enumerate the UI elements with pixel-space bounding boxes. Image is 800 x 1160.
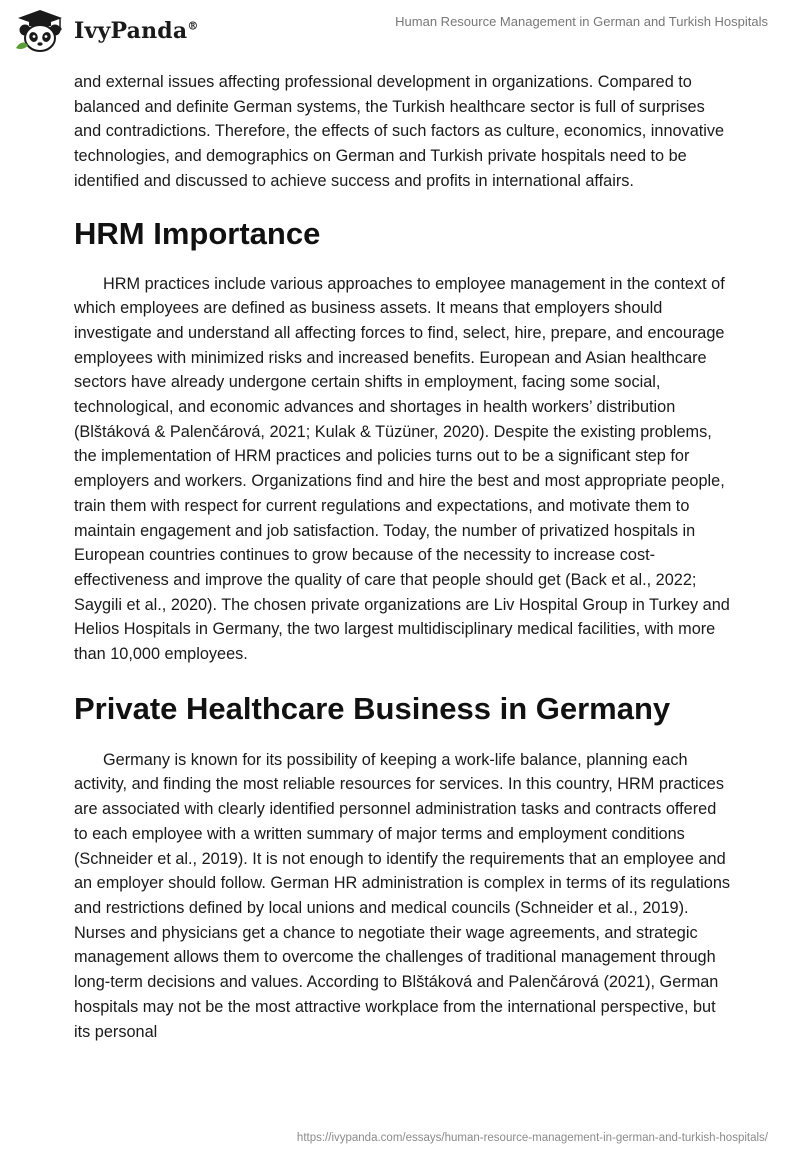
source-url[interactable]: https://ivypanda.com/essays/human-resource-management-in-german-and-turkish-hospitals/ [296,1132,768,1144]
hrm-importance-paragraph: HRM practices include various approaches to employee management in the context of which employees are defined as business assets. It means that employers should investigate and understand all affecting forces to find, select, hire, prepare, and encourage employees with minimized risks and increased benefits. European and Asian healthcare sectors have already undergone certain shifts in employment, facing some social, technological, and economic advances and shortages in health workers’ distribution (Blštáková & Palenčárová, 2021; Kulak & Tüzüner, 2020). Despite the existing problems, the implementation of HRM practices and policies turns out to be a significant step for employers and workers. Organizations find and hire the best and most appropriate people, train them with respect for current regulations and expectations, and motivate them to maintain engagement and job satisfaction. Today, the number of privatized hospitals in European countries continues to grow because of the necessity to increase cost-effectiveness and improve the quality of care that people should get (Back et al., 2022; Saygili et al., 2020). The chosen private organizations are Liv Hospital Group in Turkey and Helios Hospitals in Germany, the two largest multidisciplinary medical facilities, with more than 10,000 employees. [74,274,730,664]
germany-paragraph: Germany is known for its possibility of keeping a work-life balance, planning each activity, and finding the most reliable resources for services. In this country, HRM practices are associated with clearly identified personnel administration tasks and contracts offered to each employee with a written summary of major terms and employment conditions (Schneider et al., 2019). It is not enough to identify the requirements that an employee and an employer should follow. German HR administration is complex in terms of its regulations and restrictions defined by local unions and medical councils (Schneider et al., 2019). Nurses and physicians get a chance to negotiate their wage agreements, and strategic management allows them to overcome the challenges of traditional management through long-term decisions and values. According to Blštáková and Palenčárová (2021), German hospitals may not be the most attractive workplace from the international perspective, but its personal [74,750,731,1041]
panda-graduate-icon [14,8,66,54]
site-logo[interactable] [14,8,199,54]
section-heading-hrm-importance: HRM Importance [74,215,321,251]
intro-paragraph: and external issues affecting professional development in organizations. Compared to balanced and definite German systems, the Turkish healthcare sector is full of surprises and contradictions. Therefore, the effects of such factors as culture, economics, innovative technologies, and demographics on German and Turkish private hospitals need to be identified and discussed to achieve success and profits in international affairs. [74,73,725,190]
essay-content [74,70,734,1044]
document-title: Human Resource Management in German and Turkish Hospitals [395,14,768,29]
section-heading-private-healthcare-germany: Private Healthcare Business in Germany [74,690,671,726]
page-header [0,0,800,60]
logo-wordmark: IvyPanda® [74,18,199,44]
